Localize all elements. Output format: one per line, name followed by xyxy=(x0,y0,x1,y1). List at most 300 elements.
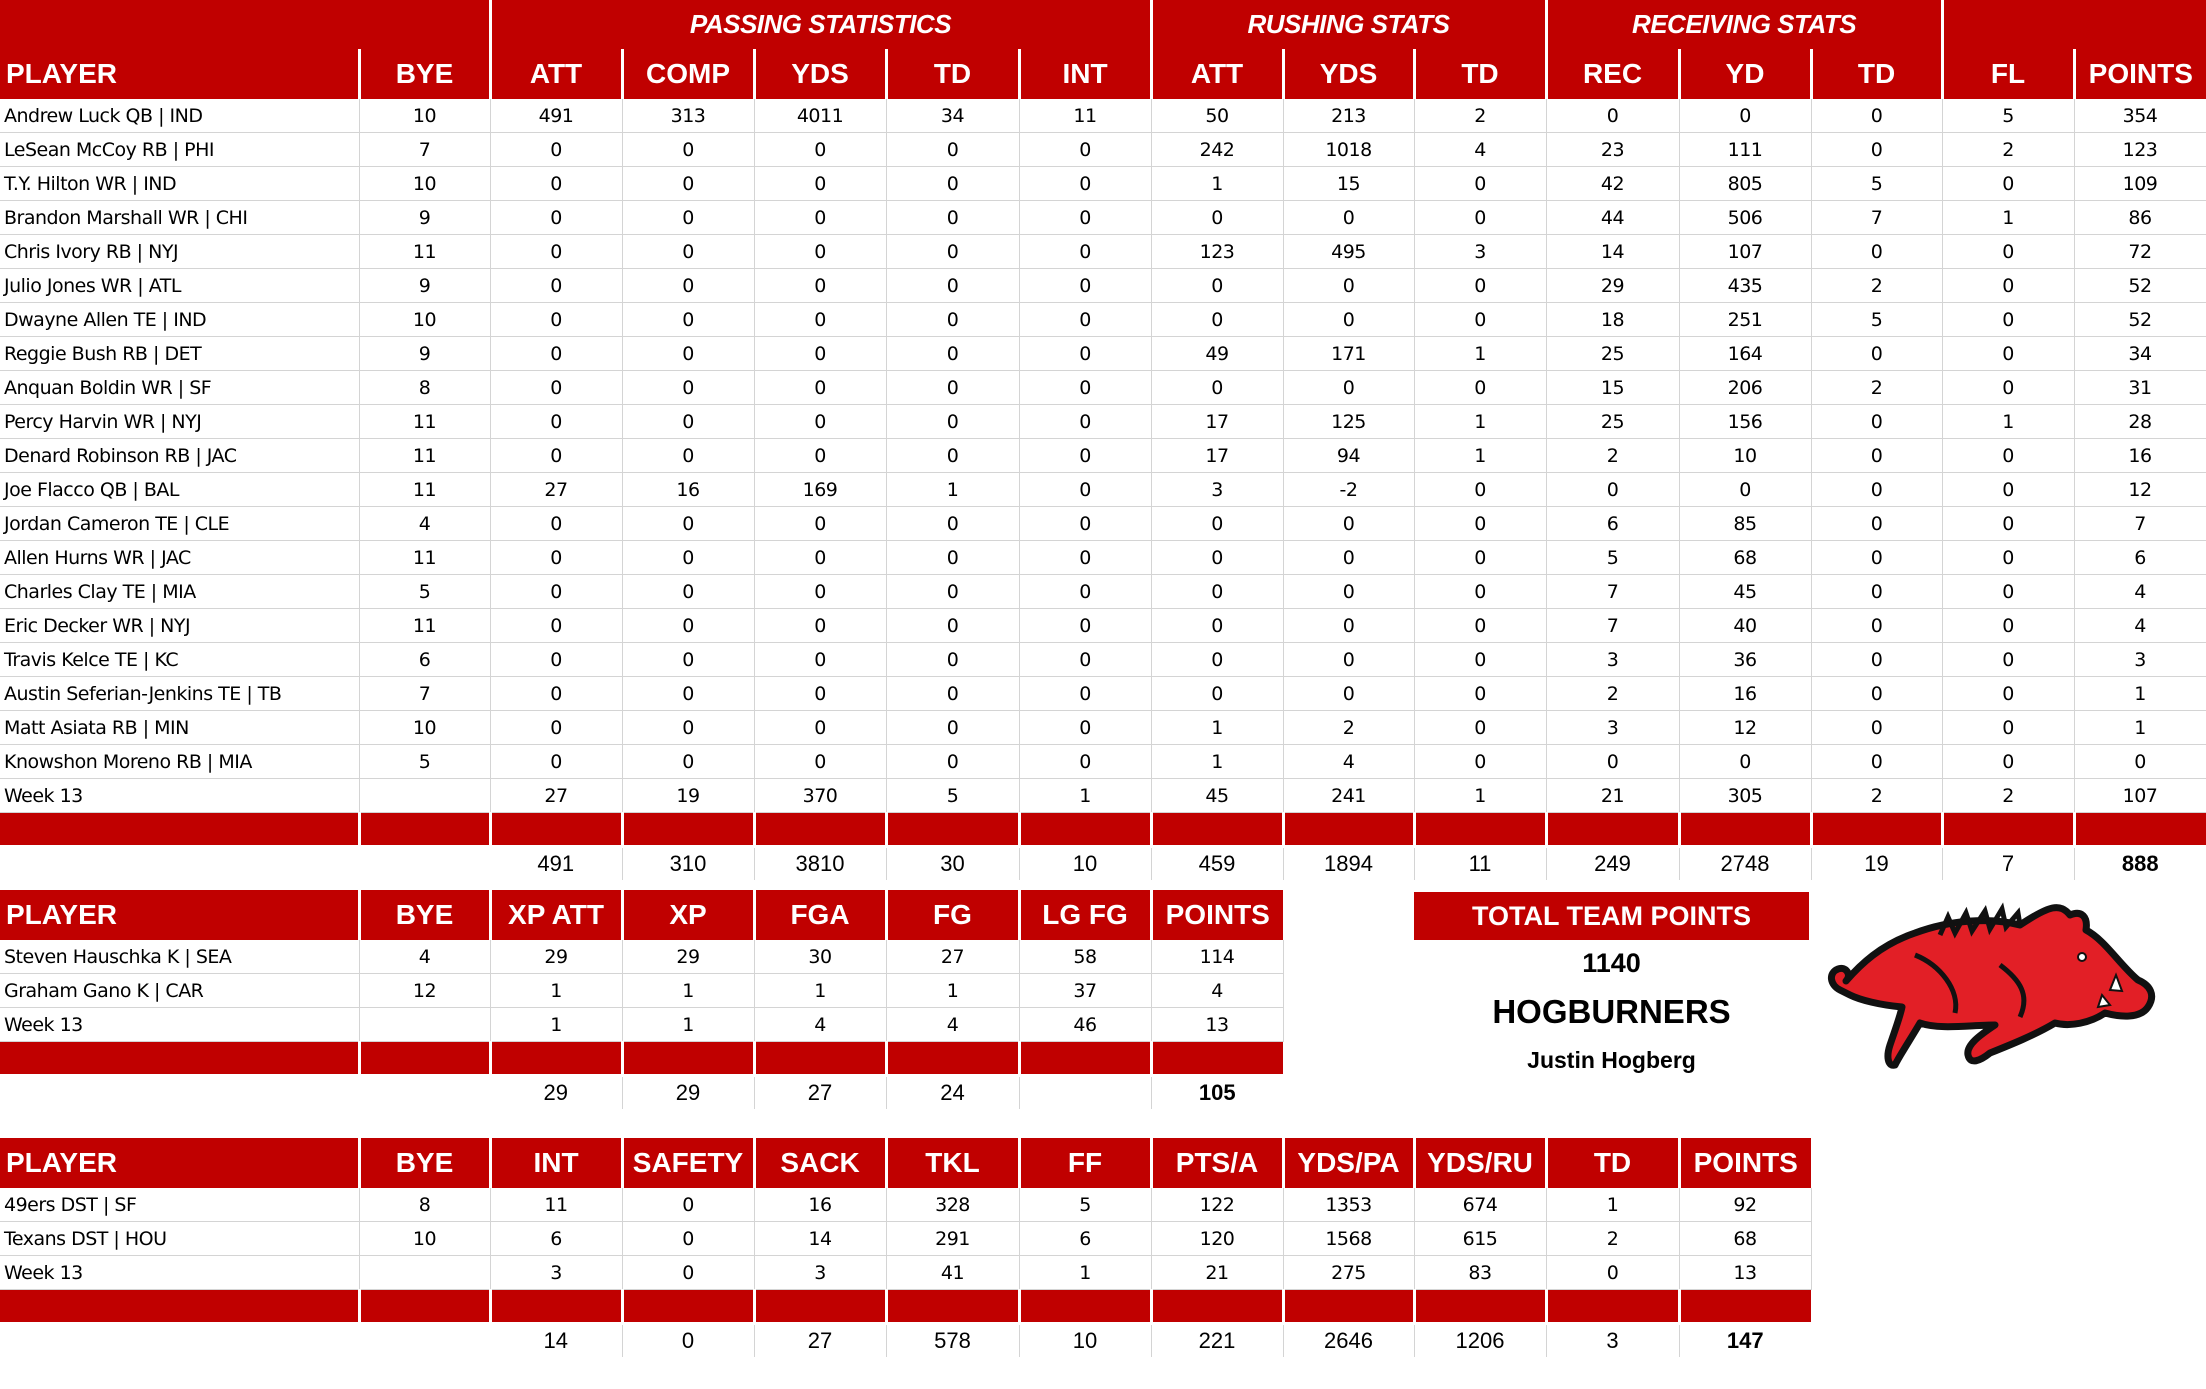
total-cell: 459 xyxy=(1151,847,1283,881)
player-name-cell: T.Y. Hilton WR | IND xyxy=(0,167,359,201)
stat-cell: 0 xyxy=(1942,439,2074,473)
stat-cell: 4 xyxy=(886,1008,1019,1042)
total-cell: 0 xyxy=(622,1324,754,1358)
group-header-blank-right xyxy=(1942,0,2206,49)
stat-cell: 0 xyxy=(1942,507,2074,541)
stat-cell: 12 xyxy=(1679,711,1811,745)
stat-cell: 0 xyxy=(886,609,1019,643)
stat-cell: 0 xyxy=(1942,337,2074,371)
stat-cell: 0 xyxy=(886,133,1019,167)
stat-cell: 122 xyxy=(1151,1188,1283,1222)
stat-cell: 42 xyxy=(1546,167,1679,201)
player-name-cell: Eric Decker WR | NYJ xyxy=(0,609,359,643)
player-row xyxy=(0,371,2206,405)
stat-cell: 0 xyxy=(490,235,622,269)
stat-cell: 0 xyxy=(1811,235,1942,269)
player-row xyxy=(0,609,2206,643)
column-header-att: ATT xyxy=(1151,49,1283,99)
stat-cell: 615 xyxy=(1414,1222,1546,1256)
stat-cell: 0 xyxy=(622,201,754,235)
stat-cell: 27 xyxy=(886,940,1019,974)
stat-cell: 3 xyxy=(1546,711,1679,745)
stat-cell: 4 xyxy=(2074,609,2206,643)
stat-cell: 0 xyxy=(1414,711,1546,745)
separator-bar-cell xyxy=(754,1042,886,1076)
stat-cell: 0 xyxy=(1414,167,1546,201)
stat-cell: 0 xyxy=(1811,337,1942,371)
stat-cell: 49 xyxy=(1151,337,1283,371)
total-cell xyxy=(359,1324,490,1358)
stat-cell: 5 xyxy=(1546,541,1679,575)
stat-cell: 13 xyxy=(1679,1256,1811,1290)
stat-cell: 19 xyxy=(622,779,754,813)
separator-bar-cell xyxy=(1019,1290,1151,1324)
stat-cell: 29 xyxy=(1546,269,1679,303)
player-name-cell: Steven Hauschka K | SEA xyxy=(0,940,359,974)
player-row xyxy=(0,974,1283,1008)
team-name: HOGBURNERS xyxy=(1492,993,1731,1030)
column-header-xp-att: XP ATT xyxy=(490,890,622,940)
player-name-cell: Brandon Marshall WR | CHI xyxy=(0,201,359,235)
column-header-fg: FG xyxy=(886,890,1019,940)
stat-cell: 0 xyxy=(1283,575,1414,609)
stat-cell: 4 xyxy=(359,507,490,541)
stat-cell: 1 xyxy=(1414,405,1546,439)
stat-cell: 68 xyxy=(1679,541,1811,575)
stat-cell: 21 xyxy=(1546,779,1679,813)
stat-cell: 5 xyxy=(1811,303,1942,337)
stat-cell: 0 xyxy=(1019,439,1151,473)
stat-cell: 10 xyxy=(359,99,490,133)
stat-cell: 0 xyxy=(886,643,1019,677)
stat-cell: 0 xyxy=(490,609,622,643)
stat-cell: 28 xyxy=(2074,405,2206,439)
column-header-points: POINTS xyxy=(2074,49,2206,99)
week-row xyxy=(0,1008,1283,1042)
stat-cell: 2 xyxy=(1283,711,1414,745)
stat-cell: 21 xyxy=(1151,1256,1283,1290)
stat-cell: 0 xyxy=(1811,677,1942,711)
stat-cell: 0 xyxy=(622,1256,754,1290)
separator-bar-cell xyxy=(1811,813,1942,847)
stat-cell: 12 xyxy=(359,974,490,1008)
stat-cell: 0 xyxy=(886,677,1019,711)
stat-cell: 44 xyxy=(1546,201,1679,235)
column-header-td: TD xyxy=(1546,1138,1679,1188)
stat-cell: 0 xyxy=(1019,609,1151,643)
stat-cell: 0 xyxy=(622,711,754,745)
stat-cell: 0 xyxy=(886,507,1019,541)
total-cell: 27 xyxy=(754,1324,886,1358)
stat-cell: 3 xyxy=(1546,643,1679,677)
column-header-points: POINTS xyxy=(1679,1138,1811,1188)
separator-bar-cell xyxy=(1546,1290,1679,1324)
stat-cell: 27 xyxy=(490,779,622,813)
stat-cell: 0 xyxy=(1283,507,1414,541)
stat-cell: 5 xyxy=(1942,99,2074,133)
stat-cell: 2 xyxy=(1546,1222,1679,1256)
stat-cell: 506 xyxy=(1679,201,1811,235)
stat-cell: 0 xyxy=(1942,235,2074,269)
stat-cell: 0 xyxy=(754,235,886,269)
stat-cell: 0 xyxy=(1942,303,2074,337)
stat-cell: 0 xyxy=(1414,303,1546,337)
stat-cell: 83 xyxy=(1414,1256,1546,1290)
stat-cell: 1 xyxy=(1414,779,1546,813)
stat-cell: 0 xyxy=(1283,541,1414,575)
stat-cell: 125 xyxy=(1283,405,1414,439)
stat-cell: -2 xyxy=(1283,473,1414,507)
stat-cell: 169 xyxy=(754,473,886,507)
stat-cell: 0 xyxy=(1151,541,1283,575)
total-cell xyxy=(0,847,359,881)
separator-bar-cell xyxy=(1283,1290,1414,1324)
stat-cell: 7 xyxy=(1546,609,1679,643)
separator-bar-cell xyxy=(1283,813,1414,847)
stat-cell: 11 xyxy=(359,541,490,575)
total-points-cell: 105 xyxy=(1198,1080,1236,1105)
team-owner: Justin Hogberg xyxy=(1527,1047,1696,1073)
stat-cell: 0 xyxy=(1811,473,1942,507)
total-cell xyxy=(359,1076,490,1110)
stat-cell: 30 xyxy=(754,940,886,974)
stat-cell: 0 xyxy=(886,711,1019,745)
razorback-hog-logo-icon xyxy=(1820,895,2160,1075)
stat-cell: 0 xyxy=(1283,677,1414,711)
stat-cell: 0 xyxy=(1414,371,1546,405)
stat-cell: 5 xyxy=(359,745,490,779)
separator-bar-cell xyxy=(490,1290,622,1324)
stat-cell: 0 xyxy=(1019,235,1151,269)
stat-cell: 156 xyxy=(1679,405,1811,439)
stat-cell: 0 xyxy=(1414,643,1546,677)
column-header-safety: SAFETY xyxy=(622,1138,754,1188)
player-name-cell: Matt Asiata RB | MIN xyxy=(0,711,359,745)
total-cell: 491 xyxy=(490,847,622,881)
stat-cell: 0 xyxy=(1283,269,1414,303)
stat-cell: 0 xyxy=(886,371,1019,405)
stat-cell: 0 xyxy=(1019,337,1151,371)
player-name-cell: Week 13 xyxy=(0,1008,359,1042)
stat-cell: 0 xyxy=(622,541,754,575)
stat-cell: 0 xyxy=(1679,99,1811,133)
stat-cell: 0 xyxy=(490,371,622,405)
player-name-cell: Julio Jones WR | ATL xyxy=(0,269,359,303)
stat-cell: 7 xyxy=(1811,201,1942,235)
stat-cell: 0 xyxy=(1019,405,1151,439)
stat-cell: 1 xyxy=(754,974,886,1008)
stat-cell: 0 xyxy=(1283,643,1414,677)
stat-cell: 0 xyxy=(1019,201,1151,235)
separator-bar-cell xyxy=(622,1042,754,1076)
player-row xyxy=(0,303,2206,337)
total-cell: 10 xyxy=(1019,847,1151,881)
stat-cell: 0 xyxy=(1811,745,1942,779)
stat-cell: 1018 xyxy=(1283,133,1414,167)
stat-cell: 0 xyxy=(622,1188,754,1222)
stat-cell: 0 xyxy=(1414,201,1546,235)
stat-cell: 0 xyxy=(1414,507,1546,541)
stat-cell: 495 xyxy=(1283,235,1414,269)
stat-cell: 6 xyxy=(1546,507,1679,541)
stat-cell: 50 xyxy=(1151,99,1283,133)
total-cell xyxy=(0,1324,359,1358)
separator-bar-cell xyxy=(1414,813,1546,847)
stat-cell: 0 xyxy=(1414,609,1546,643)
stat-cell: 0 xyxy=(1151,371,1283,405)
total-cell: 14 xyxy=(490,1324,622,1358)
column-header-int: INT xyxy=(490,1138,622,1188)
stat-cell: 1 xyxy=(1414,439,1546,473)
column-header-bye: BYE xyxy=(359,49,490,99)
stat-cell: 0 xyxy=(754,269,886,303)
stat-cell: 1 xyxy=(1019,1256,1151,1290)
player-row xyxy=(0,711,2206,745)
stat-cell: 31 xyxy=(2074,371,2206,405)
total-cell: 1894 xyxy=(1283,847,1414,881)
player-name-cell: Reggie Bush RB | DET xyxy=(0,337,359,371)
stat-cell: 5 xyxy=(359,575,490,609)
stat-cell: 11 xyxy=(1019,99,1151,133)
player-name-cell: 49ers DST | SF xyxy=(0,1188,359,1222)
separator-bar-cell xyxy=(0,813,359,847)
separator-bar-cell xyxy=(1679,813,1811,847)
stat-cell: 2 xyxy=(1546,439,1679,473)
stat-cell: 0 xyxy=(886,235,1019,269)
stat-cell: 0 xyxy=(1019,745,1151,779)
stat-cell: 10 xyxy=(359,1222,490,1256)
stat-cell: 0 xyxy=(490,201,622,235)
stat-cell: 4 xyxy=(2074,575,2206,609)
stat-cell: 164 xyxy=(1679,337,1811,371)
separator-bar-cell xyxy=(622,813,754,847)
stat-cell: 0 xyxy=(754,711,886,745)
separator-bar-cell xyxy=(1019,813,1151,847)
kicker-stats-table xyxy=(0,890,1284,1109)
stat-cell: 4 xyxy=(754,1008,886,1042)
column-header-sack: SACK xyxy=(754,1138,886,1188)
stat-cell: 0 xyxy=(1942,371,2074,405)
stat-cell: 435 xyxy=(1679,269,1811,303)
separator-bar-row xyxy=(0,1042,1283,1076)
group-header-blank xyxy=(0,0,490,49)
stat-cell: 213 xyxy=(1283,99,1414,133)
stat-cell: 0 xyxy=(754,677,886,711)
stat-cell: 58 xyxy=(1019,940,1151,974)
stat-cell: 0 xyxy=(490,745,622,779)
stat-cell xyxy=(359,1256,490,1290)
stat-cell: 0 xyxy=(1811,711,1942,745)
stat-cell: 15 xyxy=(1546,371,1679,405)
team-summary xyxy=(1414,892,1809,1074)
stat-cell: 0 xyxy=(1151,269,1283,303)
player-row xyxy=(0,337,2206,371)
total-cell: 249 xyxy=(1546,847,1679,881)
player-row xyxy=(0,235,2206,269)
stat-cell: 0 xyxy=(886,337,1019,371)
player-row xyxy=(0,439,2206,473)
total-cell: 310 xyxy=(622,847,754,881)
stat-cell: 1 xyxy=(1019,779,1151,813)
stat-cell: 0 xyxy=(1019,167,1151,201)
player-row xyxy=(0,167,2206,201)
separator-bar-cell xyxy=(886,1042,1019,1076)
stat-cell: 0 xyxy=(1942,575,2074,609)
stat-cell: 3 xyxy=(1414,235,1546,269)
stat-cell: 0 xyxy=(1019,269,1151,303)
column-header-td: TD xyxy=(1414,49,1546,99)
stat-cell: 6 xyxy=(490,1222,622,1256)
player-row xyxy=(0,1222,1811,1256)
stat-cell: 10 xyxy=(1679,439,1811,473)
separator-bar-cell xyxy=(1414,1290,1546,1324)
stat-cell: 1 xyxy=(622,974,754,1008)
player-row xyxy=(0,405,2206,439)
total-cell: 2748 xyxy=(1679,847,1811,881)
stat-cell: 10 xyxy=(359,303,490,337)
separator-bar-cell xyxy=(490,813,622,847)
stat-cell: 0 xyxy=(1019,371,1151,405)
stat-cell: 11 xyxy=(359,473,490,507)
separator-bar-cell xyxy=(359,1042,490,1076)
column-header-comp: COMP xyxy=(622,49,754,99)
column-header-td: TD xyxy=(1811,49,1942,99)
stat-cell: 120 xyxy=(1151,1222,1283,1256)
group-header-rushing: RUSHING STATS xyxy=(1151,0,1546,49)
stat-cell: 2 xyxy=(1942,133,2074,167)
stat-cell: 0 xyxy=(622,235,754,269)
stat-cell: 92 xyxy=(1679,1188,1811,1222)
player-row xyxy=(0,643,2206,677)
stat-cell: 0 xyxy=(1679,473,1811,507)
total-cell: 27 xyxy=(754,1076,886,1110)
stat-cell: 0 xyxy=(1414,269,1546,303)
stat-cell: 2 xyxy=(1414,99,1546,133)
total-cell: 10 xyxy=(1019,1324,1151,1358)
separator-bar-cell xyxy=(622,1290,754,1324)
stat-cell: 0 xyxy=(1019,303,1151,337)
stat-cell: 1 xyxy=(490,974,622,1008)
stat-cell: 5 xyxy=(1019,1188,1151,1222)
stat-cell: 7 xyxy=(359,677,490,711)
separator-bar-cell xyxy=(1151,813,1283,847)
stat-cell: 0 xyxy=(490,133,622,167)
column-header-int: INT xyxy=(1019,49,1151,99)
stat-cell: 45 xyxy=(1151,779,1283,813)
stat-cell: 123 xyxy=(2074,133,2206,167)
stat-cell: 45 xyxy=(1679,575,1811,609)
separator-bar-cell xyxy=(754,1290,886,1324)
stat-cell: 0 xyxy=(490,303,622,337)
stat-cell: 0 xyxy=(1942,745,2074,779)
total-points-cell: 888 xyxy=(2121,851,2159,876)
column-header-ff: FF xyxy=(1019,1138,1151,1188)
stat-cell: 0 xyxy=(1019,677,1151,711)
stat-cell: 6 xyxy=(2074,541,2206,575)
separator-bar-cell xyxy=(359,813,490,847)
separator-bar-row xyxy=(0,1290,1811,1324)
total-team-points-value: 1140 xyxy=(1582,948,1641,978)
player-row xyxy=(0,1188,1811,1222)
stat-cell: 0 xyxy=(1414,575,1546,609)
stat-cell: 8 xyxy=(359,371,490,405)
stat-cell: 0 xyxy=(1942,711,2074,745)
total-cell: 1206 xyxy=(1414,1324,1546,1358)
stat-cell: 0 xyxy=(754,133,886,167)
column-header-bye: BYE xyxy=(359,890,490,940)
stat-cell: 3 xyxy=(2074,643,2206,677)
stat-cell: 109 xyxy=(2074,167,2206,201)
stat-cell: 0 xyxy=(754,371,886,405)
stat-cell: 0 xyxy=(886,201,1019,235)
stat-cell: 52 xyxy=(2074,303,2206,337)
stat-cell: 0 xyxy=(754,201,886,235)
stat-cell: 0 xyxy=(1414,541,1546,575)
player-name-cell: Dwayne Allen TE | IND xyxy=(0,303,359,337)
stat-cell: 0 xyxy=(1811,439,1942,473)
player-row xyxy=(0,201,2206,235)
stat-cell xyxy=(359,1008,490,1042)
stat-cell: 0 xyxy=(2074,745,2206,779)
stat-cell: 9 xyxy=(359,337,490,371)
stat-cell: 0 xyxy=(1414,473,1546,507)
separator-bar-cell xyxy=(2074,813,2206,847)
stat-cell: 251 xyxy=(1679,303,1811,337)
player-row xyxy=(0,99,2206,133)
separator-bar-cell xyxy=(886,1290,1019,1324)
column-header-tkl: TKL xyxy=(886,1138,1019,1188)
stat-cell: 0 xyxy=(886,167,1019,201)
column-header-row xyxy=(0,1138,1811,1188)
stat-cell: 0 xyxy=(1151,575,1283,609)
stat-cell xyxy=(359,779,490,813)
total-cell: 578 xyxy=(886,1324,1019,1358)
stat-cell: 1 xyxy=(2074,711,2206,745)
group-header-receiving: RECEIVING STATS xyxy=(1546,0,1942,49)
stat-cell: 68 xyxy=(1679,1222,1811,1256)
stat-cell: 7 xyxy=(2074,507,2206,541)
stat-cell: 0 xyxy=(1811,507,1942,541)
stat-cell: 27 xyxy=(490,473,622,507)
stat-cell: 2 xyxy=(1811,779,1942,813)
column-header-rec: REC xyxy=(1546,49,1679,99)
player-name-cell: Chris Ivory RB | NYJ xyxy=(0,235,359,269)
stat-cell: 111 xyxy=(1679,133,1811,167)
stat-cell: 0 xyxy=(1811,405,1942,439)
group-header-row xyxy=(0,0,2206,49)
stat-cell: 0 xyxy=(886,439,1019,473)
stat-cell: 0 xyxy=(886,405,1019,439)
separator-bar-cell xyxy=(1546,813,1679,847)
stat-cell: 0 xyxy=(622,609,754,643)
stat-cell: 0 xyxy=(1811,541,1942,575)
stat-cell: 4 xyxy=(359,940,490,974)
stat-cell: 0 xyxy=(886,269,1019,303)
separator-bar-cell xyxy=(490,1042,622,1076)
column-header-yds-pa: YDS/PA xyxy=(1283,1138,1414,1188)
separator-bar-cell xyxy=(0,1042,359,1076)
column-header-bye: BYE xyxy=(359,1138,490,1188)
stat-cell: 23 xyxy=(1546,133,1679,167)
stat-cell: 0 xyxy=(622,1222,754,1256)
stat-cell: 1 xyxy=(2074,677,2206,711)
stat-cell: 0 xyxy=(490,507,622,541)
stat-cell: 491 xyxy=(490,99,622,133)
stat-cell: 6 xyxy=(1019,1222,1151,1256)
player-name-cell: Andrew Luck QB | IND xyxy=(0,99,359,133)
stat-cell: 10 xyxy=(359,167,490,201)
column-header-fl: FL xyxy=(1942,49,2074,99)
